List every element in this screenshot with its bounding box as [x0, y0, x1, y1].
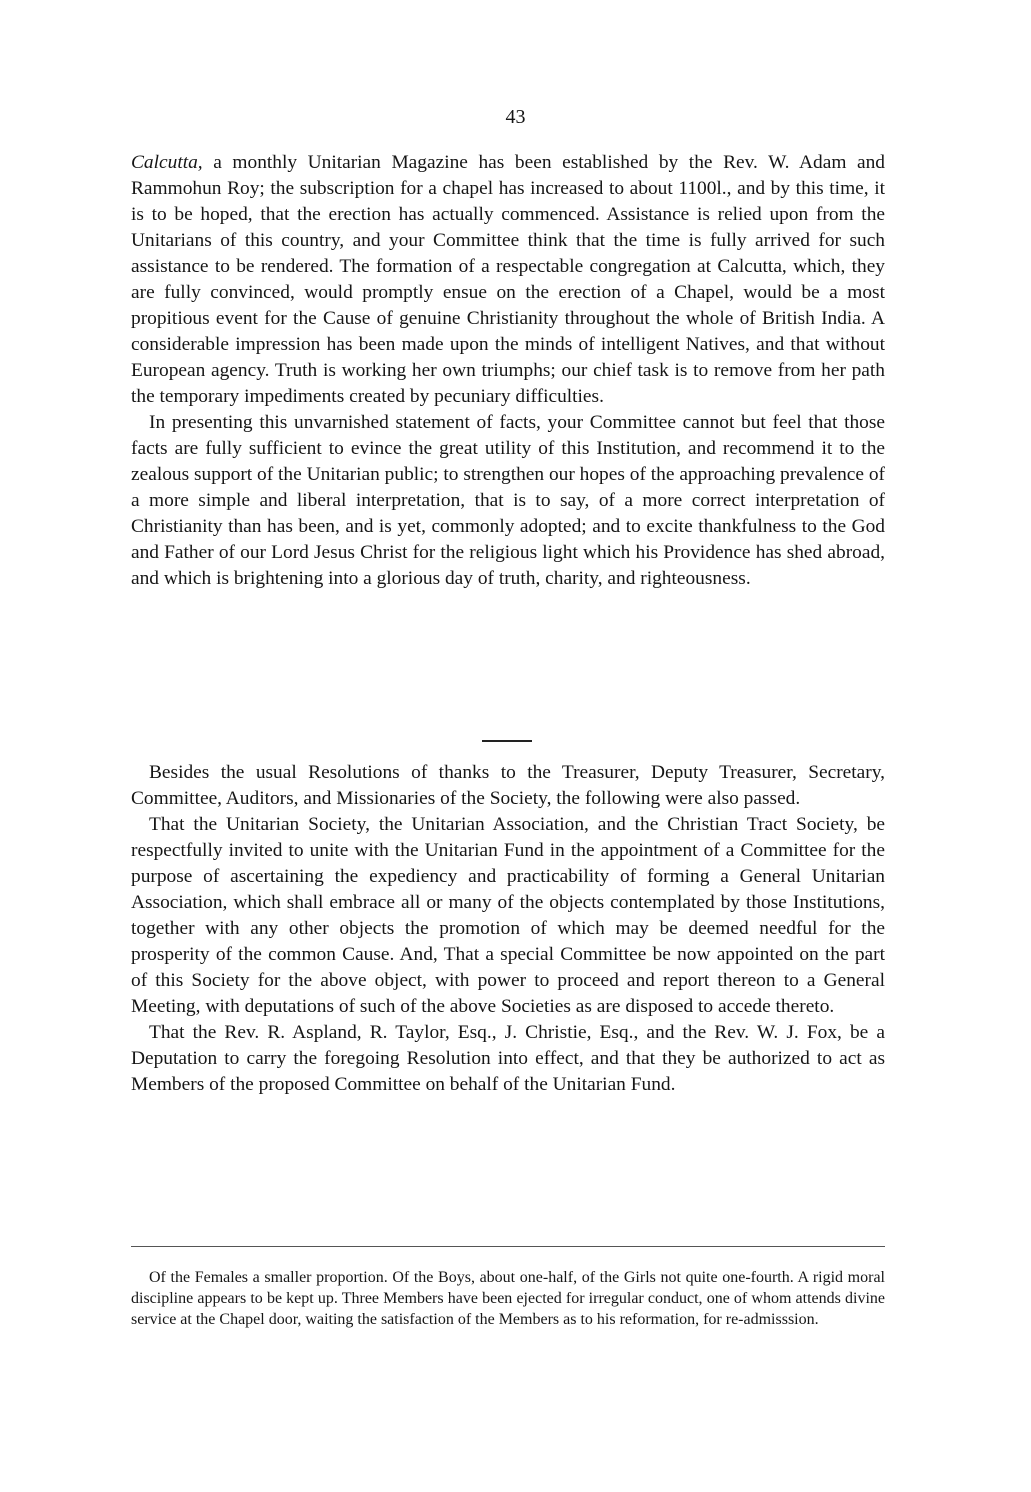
body-section-1: [131, 150, 885, 592]
paragraph-resolution-1: That the Unitarian Society, the Unitarian Association, and the Christian Tract Society, be respectfully invited to unite with the Unitarian Fund in the appointment of a Committee for the purpose of ascertaining the expediency and practicability of forming a General Unitarian Association, which shall embrace all or many of the objects contemplated by those Institutions, together with any other objects the promotion of which may be deemed needful for the prosperity of the common Cause. And, That a special Committee be now appointed on the part of this Society for the above object, with power to proceed and report thereon to a General Meeting, with deputations of such of the above Societies as are disposed to accede thereto.: [131, 814, 885, 1017]
paragraph-calcutta-text: a monthly Unitarian Magazine has been established by the Rev. W. Adam and Rammohun Roy; the subscription for a chapel has increased to about 1100l., and by this time, it is to be hoped, that the erection has actually commenced. Assistance is relied upon from the Unitarians of this country, and your Committee think that the time is fully arrived for such assistance to be rendered. The formation of a respectable congregation at Calcutta, which, they are fully convinced, would promptly ensue on the erection of a Chapel, would be a most propitious event for the Cause of genuine Christianity throughout the whole of British India. A considerable impression has been made upon the minds of intelligent Natives, and that without European agency. Truth is working her own triumphs; our chief task is to remove from her path the temporary impediments created by pecuniary difficulties.: [131, 152, 885, 407]
footnote: Of the Females a smaller proportion. Of the Boys, about one-half, of the Girls not quite one-fourth. A rigid moral discipline appears to be kept up. Three Members have been ejected for irregular conduct, one of whom attends divine service at the Chapel door, waiting the satisfaction of the Members as to his reformation, for re-admisssion.: [131, 1269, 885, 1329]
section-divider: [482, 740, 532, 742]
paragraph-presenting: In presenting this unvarnished statement of facts, your Committee cannot but feel that those facts are fully sufficient to evince the great utility of this Institution, and recommend it to the zealous support of the Unitarian public; to strengthen our hopes of the approaching prevalence of a more simple and liberal interpretation, that is to say, of a more correct interpretation of Christianity than has been, and is yet, commonly adopted; and to excite thankfulness to the God and Father of our Lord Jesus Christ for the religious light which his Providence has shed abroad, and which is brightening into a glorious day of truth, charity, and righteousness.: [131, 412, 885, 589]
paragraph-resolutions-intro: Besides the usual Resolutions of thanks to the Treasurer, Deputy Treasurer, Secretary, Committee, Auditors, and Missionaries of the Society, the following were also passed.: [131, 762, 885, 809]
paragraph-resolution-2: That the Rev. R. Aspland, R. Taylor, Esq., J. Christie, Esq., and the Rev. W. J. Fox, be a Deputation to carry the foregoing Resolution into effect, and that they be authorized to act as Members of the proposed Committee on behalf of the Unitarian Fund.: [131, 1022, 885, 1095]
page-number: 43: [505, 106, 526, 128]
body-section-2: [131, 760, 885, 1098]
footnote-rule: [131, 1246, 885, 1247]
paragraph-calcutta: [131, 150, 885, 410]
italic-place-name: Calcutta,: [131, 152, 203, 173]
